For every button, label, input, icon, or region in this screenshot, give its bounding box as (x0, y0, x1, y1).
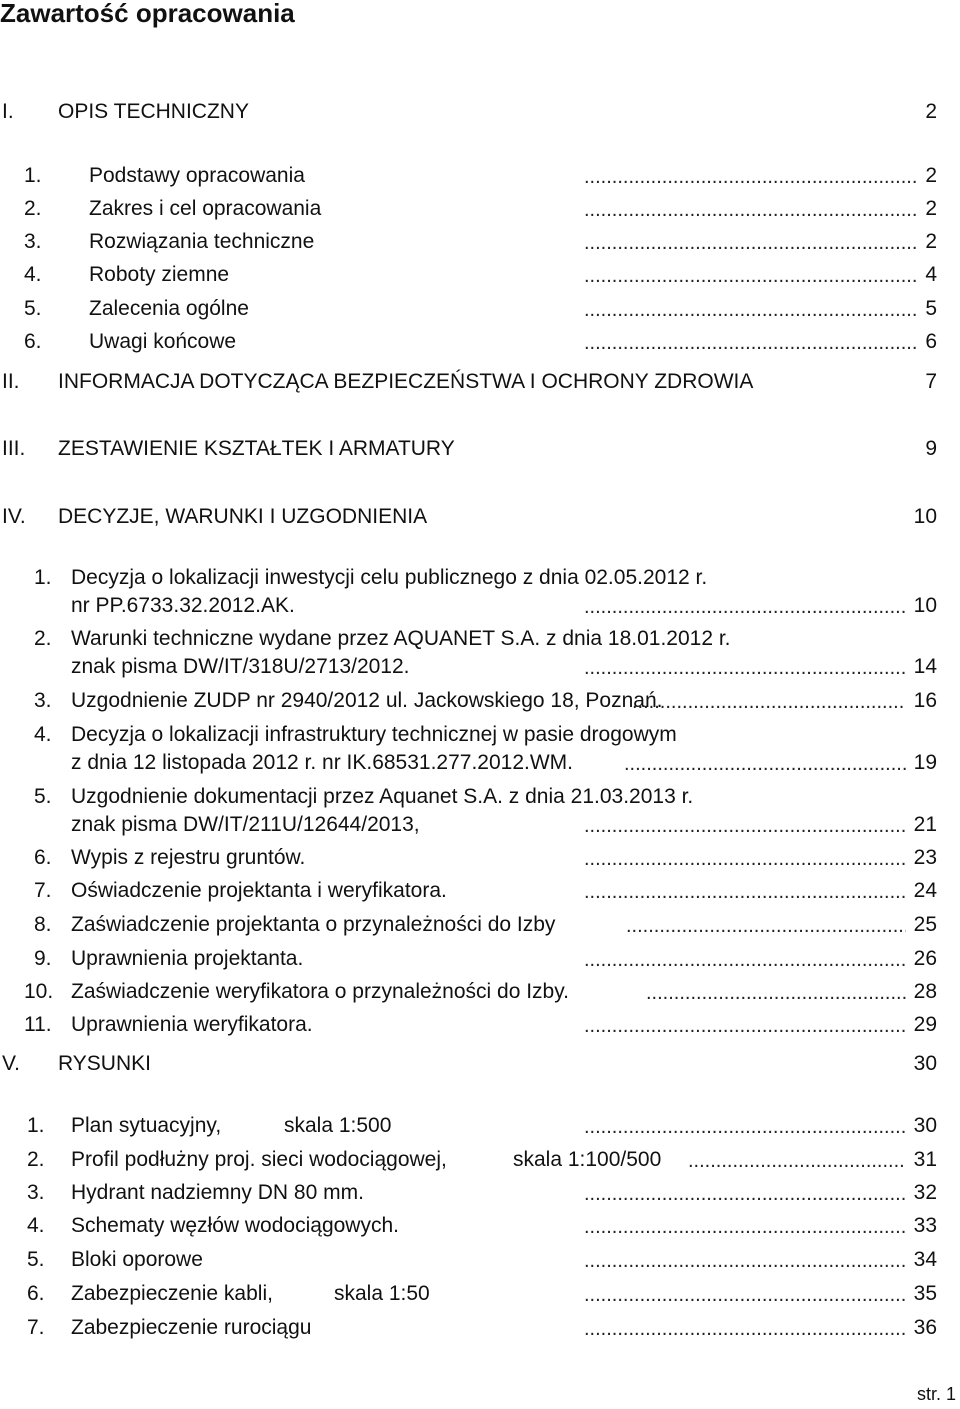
section-title: DECYZJE, WARUNKI I UZGODNIENIA (58, 505, 428, 528)
dot-leader (584, 1318, 906, 1340)
dot-leader (584, 332, 918, 354)
item-scale: skala 1:500 (284, 1114, 392, 1137)
item-number: 3. (24, 230, 42, 253)
dot-leader (584, 848, 906, 870)
item-label: Oświadczenie projektanta i weryfikatora. (71, 879, 447, 902)
item-page: 14 (913, 655, 937, 678)
item-label: Profil podłużny proj. sieci wodociągowej, (71, 1148, 447, 1171)
page-number: str. 1 (916, 1384, 956, 1404)
section-page: 2 (925, 100, 937, 123)
item-number: 3. (27, 1181, 45, 1204)
section-page: 9 (925, 437, 937, 460)
dot-leader (584, 1183, 906, 1205)
item-number: 6. (34, 846, 52, 869)
item-page: 6 (925, 330, 937, 353)
item-page: 2 (925, 230, 937, 253)
item-label: Plan sytuacyjny, (71, 1114, 222, 1137)
dot-leader (584, 596, 906, 618)
section-page: 7 (925, 370, 937, 393)
item-page: 36 (913, 1316, 937, 1339)
item-number: 3. (34, 689, 52, 712)
dot-leader (584, 881, 906, 903)
item-label: Uprawnienia projektanta. (71, 947, 304, 970)
dot-leader (584, 1216, 906, 1238)
item-page: 26 (913, 947, 937, 970)
item-page: 25 (913, 913, 937, 936)
item-page: 34 (913, 1248, 937, 1271)
item-page: 33 (913, 1214, 937, 1237)
item-page: 10 (913, 594, 937, 617)
item-number: 5. (24, 297, 42, 320)
item-page: 21 (913, 813, 937, 836)
dot-leader (584, 1116, 906, 1138)
item-page: 16 (913, 689, 937, 712)
item-label: Warunki techniczne wydane przez AQUANET S.A. z dnia 18.01.2012 r. (71, 627, 731, 650)
item-label: Wypis z rejestru gruntów. (71, 846, 306, 869)
dot-leader (584, 949, 906, 971)
item-label: Rozwiązania techniczne (89, 230, 315, 253)
dot-leader (624, 753, 906, 775)
section-number: II. (2, 370, 20, 393)
item-label: Uzgodnienie dokumentacji przez Aquanet S.A. z dnia 21.03.2013 r. (71, 785, 694, 808)
item-label: Zalecenia ogólne (89, 297, 249, 320)
item-page: 4 (925, 263, 937, 286)
section-title: OPIS TECHNICZNY (58, 100, 249, 123)
item-label: Zaświadczenie projektanta o przynależności do Izby (71, 913, 556, 936)
item-number: 4. (24, 263, 42, 286)
item-label: Bloki oporowe (71, 1248, 203, 1271)
item-label: Uwagi końcowe (89, 330, 237, 353)
section-number: I. (2, 100, 14, 123)
item-number: 1. (27, 1114, 45, 1137)
item-number: 1. (24, 164, 42, 187)
dot-leader (646, 982, 906, 1004)
item-label: Zakres i cel opracowania (89, 197, 322, 220)
section-number: V. (2, 1052, 20, 1075)
item-number: 9. (34, 947, 52, 970)
item-label: Hydrant nadziemny DN 80 mm. (71, 1181, 364, 1204)
item-page: 30 (913, 1114, 937, 1137)
item-number: 5. (34, 785, 52, 808)
item-label: Zabezpieczenie rurociągu (71, 1316, 312, 1339)
item-label: Zaświadczenie weryfikatora o przynależności do Izby. (71, 980, 570, 1003)
item-page: 2 (925, 164, 937, 187)
item-label: Roboty ziemne (89, 263, 230, 286)
page-title: Zawartość opracowania (0, 0, 295, 28)
section-number: III. (2, 437, 26, 460)
item-label: Uprawnienia weryfikatora. (71, 1013, 313, 1036)
dot-leader (584, 299, 918, 321)
dot-leader (584, 166, 918, 188)
item-number: 10. (24, 980, 54, 1003)
dot-leader (688, 1150, 906, 1172)
item-number: 7. (34, 879, 52, 902)
item-page: 23 (913, 846, 937, 869)
dot-leader (584, 1284, 906, 1306)
item-number: 8. (34, 913, 52, 936)
item-label: Decyzja o lokalizacji inwestycji celu publicznego z dnia 02.05.2012 r. (71, 566, 708, 589)
item-number: 5. (27, 1248, 45, 1271)
item-scale: skala 1:50 (334, 1282, 430, 1305)
item-page: 35 (913, 1282, 937, 1305)
section-page: 10 (913, 505, 937, 528)
item-label-cont: znak pisma DW/IT/318U/2713/2012. (71, 655, 410, 678)
dot-leader (584, 199, 918, 221)
item-label: Decyzja o lokalizacji infrastruktury technicznej w pasie drogowym (71, 723, 677, 746)
item-label-cont: nr PP.6733.32.2012.AK. (71, 594, 295, 617)
item-page: 29 (913, 1013, 937, 1036)
dot-leader (584, 1015, 906, 1037)
item-label: Schematy węzłów wodociągowych. (71, 1214, 399, 1237)
item-label-cont: znak pisma DW/IT/211U/12644/2013, (71, 813, 420, 836)
section-number: IV. (2, 505, 26, 528)
item-page: 32 (913, 1181, 937, 1204)
item-number: 2. (27, 1148, 45, 1171)
section-title: ZESTAWIENIE KSZTAŁTEK I ARMATURY (58, 437, 455, 460)
dot-leader (632, 691, 906, 713)
item-number: 2. (34, 627, 52, 650)
dot-leader (584, 657, 906, 679)
item-page: 31 (913, 1148, 937, 1171)
item-page: 19 (913, 751, 937, 774)
item-number: 4. (34, 723, 52, 746)
dot-leader (584, 1250, 906, 1272)
item-label: Zabezpieczenie kabli, (71, 1282, 273, 1305)
section-page: 30 (913, 1052, 937, 1075)
item-page: 2 (925, 197, 937, 220)
dot-leader (584, 815, 906, 837)
item-page: 28 (913, 980, 937, 1003)
item-number: 11. (24, 1013, 52, 1036)
item-label: Podstawy opracowania (89, 164, 305, 187)
dot-leader (584, 232, 918, 254)
item-number: 6. (27, 1282, 45, 1305)
item-scale: skala 1:100/500 (513, 1148, 662, 1171)
dot-leader (626, 915, 906, 937)
item-page: 5 (925, 297, 937, 320)
item-number: 7. (27, 1316, 45, 1339)
item-label-cont: z dnia 12 listopada 2012 r. nr IK.68531.277.2012.WM. (71, 751, 574, 774)
section-title: RYSUNKI (58, 1052, 151, 1075)
item-number: 1. (34, 566, 52, 589)
item-page: 24 (913, 879, 937, 902)
section-title: INFORMACJA DOTYCZĄCA BEZPIECZEŃSTWA I OCHRONY ZDROWIA (58, 370, 754, 393)
dot-leader (584, 265, 918, 287)
item-number: 2. (24, 197, 42, 220)
item-number: 4. (27, 1214, 45, 1237)
item-number: 6. (24, 330, 42, 353)
item-label: Uzgodnienie ZUDP nr 2940/2012 ul. Jackowskiego 18, Poznań. (71, 689, 663, 712)
